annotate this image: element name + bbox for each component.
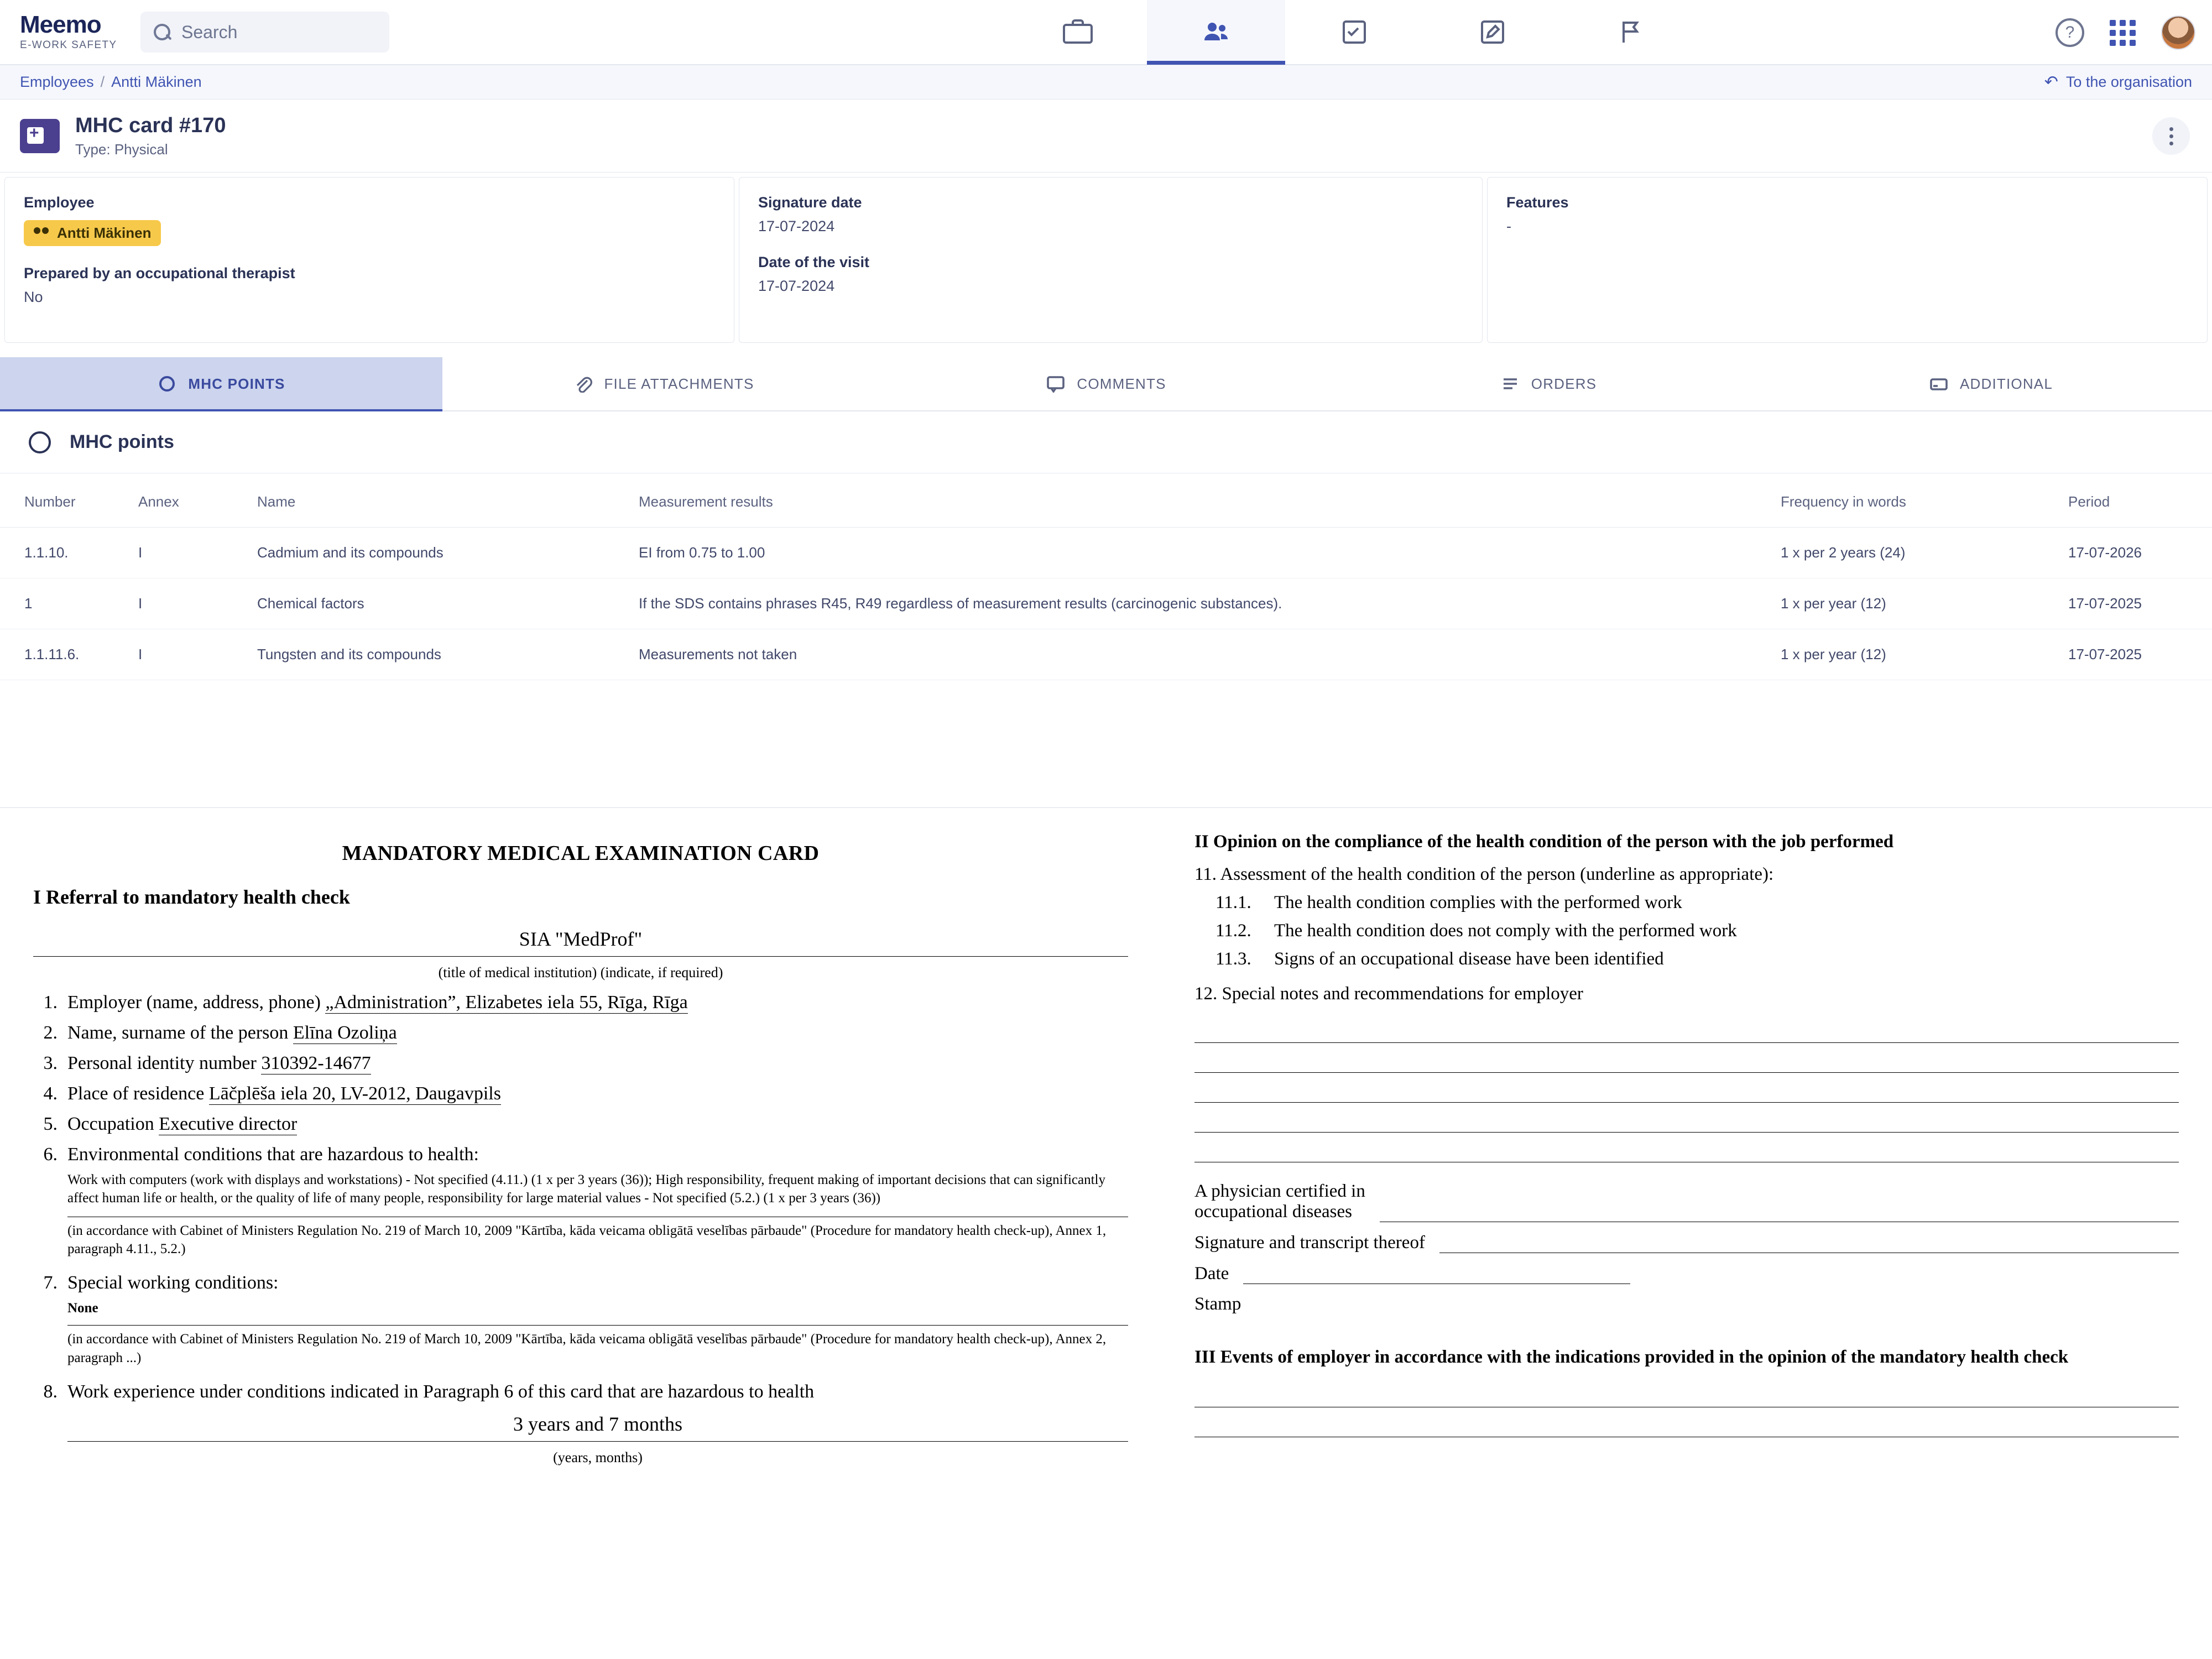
doc-item-2-value: Elīna Ozoliņa (293, 1022, 397, 1043)
cell-name: Tungsten and its compounds (257, 629, 639, 680)
tab-additional-label: ADDITIONAL (1959, 375, 2053, 392)
list-icon (1500, 375, 1520, 393)
document-section-i: I Referral to mandatory health check (33, 886, 350, 908)
brand-tagline: E-WORK SAFETY (20, 39, 117, 51)
physician-label-2: occupational diseases (1194, 1202, 1352, 1222)
doc-item-3-value: 310392-14677 (261, 1053, 371, 1073)
document-item-11: 11. Assessment of the health condition of the person (underline as appropriate): (1194, 864, 1774, 885)
help-icon[interactable]: ? (2056, 18, 2084, 47)
item-11-2-text: The health condition does not comply with the performed work (1274, 921, 1737, 941)
tab-mhc-points-label: MHC POINTS (188, 375, 285, 392)
to-organisation-label: To the organisation (2065, 74, 2192, 90)
doc-item-8 (33, 1381, 1128, 1466)
more-options-button[interactable] (2152, 117, 2190, 155)
employee-chip[interactable] (24, 220, 161, 246)
th-name: Name (257, 473, 639, 528)
card-subtitle: Type: Physical (75, 140, 168, 158)
doc-item-6-body: Work with computers (work with displays and workstations) - Not specified (4.11.) (1 x per 3 years (36)); High responsibility, frequent making of important decisions that can significantly affect human life or health, or the quality of life of many people, responsibility for large material values - Not specified (5.2.) (1 x per 3 years (36)) (67, 1172, 1105, 1206)
edit-document-icon (1478, 19, 1507, 45)
brand-logo[interactable] (0, 13, 127, 52)
people-icon (1201, 19, 1231, 45)
circle-outline-icon (29, 431, 51, 453)
doc-item-2-label: Name, surname of the person (67, 1022, 289, 1043)
medical-institution: SIA "MedProf" (519, 928, 643, 950)
circle-icon (157, 375, 177, 393)
blank-line (1194, 1133, 2179, 1162)
top-bar (0, 0, 2212, 65)
date-row (1194, 1263, 2179, 1284)
doc-item-8-value: 3 years and 7 months (513, 1412, 682, 1435)
th-number: Number (0, 473, 138, 528)
signature-date-label: Signature date (758, 194, 862, 211)
item-11-1-text: The health condition complies with the performed work (1274, 893, 1682, 913)
search-input[interactable] (140, 12, 389, 53)
blank-line (1194, 1407, 2179, 1437)
features-label: Features (1506, 194, 1569, 211)
cell-name: Cadmium and its compounds (257, 528, 639, 578)
tab-additional[interactable] (1770, 357, 2212, 410)
blank-line (1194, 1378, 2179, 1407)
cell-frequency: 1 x per year (12) (1781, 629, 2068, 680)
th-annex: Annex (138, 473, 257, 528)
card-header (0, 100, 2212, 173)
th-frequency: Frequency in words (1781, 473, 2068, 528)
physician-row (1194, 1181, 2179, 1222)
nav-item-briefcase[interactable] (1009, 0, 1147, 65)
notes-blank-lines (1194, 1013, 2179, 1162)
table-header-row (0, 473, 2212, 528)
doc-item-7 (33, 1272, 1128, 1367)
cell-measurement: If the SDS contains phrases R45, R49 regardless of measurement results (carcinogenic substances). (639, 578, 1781, 629)
doc-item-5-number: 5. (43, 1114, 58, 1134)
cell-number: 1.1.11.6. (0, 629, 138, 680)
avatar[interactable] (2161, 15, 2195, 50)
date-line (1243, 1263, 1630, 1284)
cell-period: 17-07-2025 (2068, 578, 2212, 629)
doc-item-1-value: „Administration”, Elizabetes iela 55, Rīga, Rīga (325, 992, 688, 1013)
tab-orders-label: ORDERS (1531, 375, 1597, 392)
doc-item-5-value: Executive director (159, 1114, 298, 1134)
search-placeholder: Search (181, 22, 238, 42)
table-row[interactable] (0, 629, 2212, 680)
undo-arrow-icon: ↶ (2044, 73, 2058, 91)
to-organisation-link[interactable] (2044, 72, 2192, 92)
signature-line (1439, 1232, 2179, 1253)
flag-icon (1616, 19, 1646, 45)
doc-item-6-number: 6. (43, 1144, 58, 1165)
breadcrumb-separator: / (100, 74, 105, 90)
doc-item-7-label: Special working conditions: (67, 1272, 279, 1293)
physician-signature-line (1380, 1201, 2179, 1222)
item-11-3-text: Signs of an occupational disease have been identified (1274, 949, 1664, 969)
doc-item-3-number: 3. (43, 1053, 58, 1073)
signature-panel (739, 177, 1483, 343)
breadcrumb (0, 65, 2212, 100)
tab-comments-label: COMMENTS (1077, 375, 1166, 392)
th-measurement: Measurement results (639, 473, 1781, 528)
cell-annex: I (138, 578, 257, 629)
visit-date-value: 17-07-2024 (758, 278, 835, 294)
summary-panels (0, 173, 2212, 343)
nav-item-tasks[interactable] (1285, 0, 1423, 65)
date-label: Date (1194, 1264, 1229, 1284)
doc-item-2 (33, 1022, 1128, 1044)
blank-line (1194, 1013, 2179, 1043)
doc-item-3-label: Personal identity number (67, 1053, 257, 1073)
doc-item-8-label: Work experience under conditions indicated in Paragraph 6 of this card that are hazardous to health (67, 1381, 815, 1402)
employee-chip-label: Antti Mäkinen (57, 225, 152, 241)
blank-line (1194, 1103, 2179, 1133)
tab-comments[interactable] (885, 357, 1327, 410)
nav-item-edit[interactable] (1423, 0, 1562, 65)
document-right-column (1161, 808, 2212, 1659)
section-iii-blank-lines (1194, 1378, 2179, 1437)
stamp-label: Stamp (1194, 1294, 1241, 1314)
doc-item-1-label: Employer (name, address, phone) (67, 992, 321, 1013)
prepared-label: Prepared by an occupational therapist (24, 265, 295, 281)
doc-item-7-value: None (67, 1301, 98, 1316)
document-items (33, 992, 1128, 1466)
features-panel (1487, 177, 2208, 343)
tab-orders[interactable] (1327, 357, 1770, 410)
breadcrumb-current[interactable]: Antti Mäkinen (111, 74, 202, 90)
table-row[interactable] (0, 528, 2212, 578)
doc-item-4-number: 4. (43, 1083, 58, 1104)
doc-item-5-label: Occupation (67, 1114, 154, 1134)
document-left-column (0, 808, 1161, 1659)
item-11-2-number: 11.2. (1215, 921, 1251, 941)
cell-period: 17-07-2026 (2068, 528, 2212, 578)
document-section-ii: II Opinion on the compliance of the health condition of the person with the job performed (1194, 832, 1894, 852)
doc-item-5 (33, 1114, 1128, 1135)
apps-grid-icon[interactable] (2110, 20, 2136, 46)
main-nav (1009, 0, 1700, 65)
doc-item-6-note: (in accordance with Cabinet of Ministers Regulation No. 219 of March 10, 2009 "Kārtība, kāda veicama obligātā veselības pārbaude" (Procedure for mandatory health check-up), Annex 1, paragraph 4.11., 5.2.) (67, 1217, 1128, 1259)
doc-item-1-number: 1. (43, 992, 58, 1013)
institution-note: (title of medical institution) (indicate, if required) (438, 964, 723, 980)
features-value: - (1506, 218, 1511, 234)
th-period: Period (2068, 473, 2212, 528)
employee-panel (4, 177, 734, 343)
cell-annex: I (138, 528, 257, 578)
mhc-points-section-header (0, 411, 2212, 473)
cell-period: 17-07-2025 (2068, 629, 2212, 680)
search-icon (153, 23, 171, 41)
brand-name: Meemo (20, 11, 101, 38)
visit-date-label: Date of the visit (758, 254, 870, 270)
document-item-11-2 (1194, 921, 2179, 941)
cell-annex: I (138, 629, 257, 680)
document-item-12: 12. Special notes and recommendations for employer (1194, 984, 1583, 1004)
nav-item-flag[interactable] (1562, 0, 1700, 65)
cell-number: 1.1.10. (0, 528, 138, 578)
section-title: MHC points (70, 431, 174, 452)
prepared-value: No (24, 289, 43, 305)
document-section-iii: III Events of employer in accordance with the indications provided in the opinion of the mandatory health check (1194, 1347, 2069, 1368)
doc-item-4-label: Place of residence (67, 1083, 205, 1104)
doc-item-3 (33, 1053, 1128, 1074)
table-row[interactable] (0, 578, 2212, 629)
blank-line (1194, 1043, 2179, 1073)
signature-date-value: 17-07-2024 (758, 218, 835, 234)
doc-item-6 (33, 1144, 1128, 1258)
employee-label: Employee (24, 194, 95, 211)
document-item-11-3 (1194, 949, 2179, 969)
doc-item-4-value: Lāčplēša iela 20, LV-2012, Daugavpils (208, 1083, 501, 1104)
doc-item-8-number: 8. (43, 1381, 58, 1402)
paperclip-icon (573, 375, 593, 393)
top-right-actions (2056, 0, 2195, 65)
item-11-3-number: 11.3. (1215, 949, 1251, 969)
page-title: MHC card #170 (75, 113, 226, 137)
briefcase-icon (1063, 19, 1093, 45)
doc-item-6-label: Environmental conditions that are hazardous to health: (67, 1144, 479, 1165)
nav-item-employees[interactable] (1147, 0, 1285, 65)
cell-measurement: EI from 0.75 to 1.00 (639, 528, 1781, 578)
cell-name: Chemical factors (257, 578, 639, 629)
cell-measurement: Measurements not taken (639, 629, 1781, 680)
doc-item-4 (33, 1083, 1128, 1105)
people-small-icon (34, 227, 50, 239)
doc-item-8-note: (years, months) (553, 1449, 643, 1465)
document-preview (0, 807, 2212, 1659)
content-tabs (0, 357, 2212, 411)
mhc-card-icon (20, 119, 60, 153)
tab-file-attachments-label: FILE ATTACHMENTS (604, 375, 754, 392)
tab-file-attachments[interactable] (442, 357, 885, 410)
cell-frequency: 1 x per 2 years (24) (1781, 528, 2068, 578)
doc-item-2-number: 2. (43, 1022, 58, 1043)
mhc-points-table (0, 473, 2212, 680)
document-title: MANDATORY MEDICAL EXAMINATION CARD (342, 842, 820, 865)
physician-label-1: A physician certified in (1194, 1181, 1365, 1202)
comment-icon (1046, 375, 1066, 393)
checklist-icon (1339, 19, 1369, 45)
signature-label: Signature and transcript thereof (1194, 1233, 1425, 1253)
blank-line (1194, 1073, 2179, 1103)
cell-number: 1 (0, 578, 138, 629)
breadcrumb-root[interactable]: Employees (20, 74, 94, 90)
doc-item-7-number: 7. (43, 1272, 58, 1293)
card-icon (1929, 375, 1949, 393)
doc-item-1 (33, 992, 1128, 1014)
cell-frequency: 1 x per year (12) (1781, 578, 2068, 629)
signature-row (1194, 1232, 2179, 1253)
document-item-11-1 (1194, 893, 2179, 913)
item-11-1-number: 11.1. (1215, 893, 1251, 913)
doc-item-7-note: (in accordance with Cabinet of Ministers Regulation No. 219 of March 10, 2009 "Kārtība, kāda veicama obligātā veselības pārbaude" (Procedure for mandatory health check-up), Annex 2, paragraph ...) (67, 1325, 1128, 1367)
tab-mhc-points[interactable] (0, 357, 442, 410)
